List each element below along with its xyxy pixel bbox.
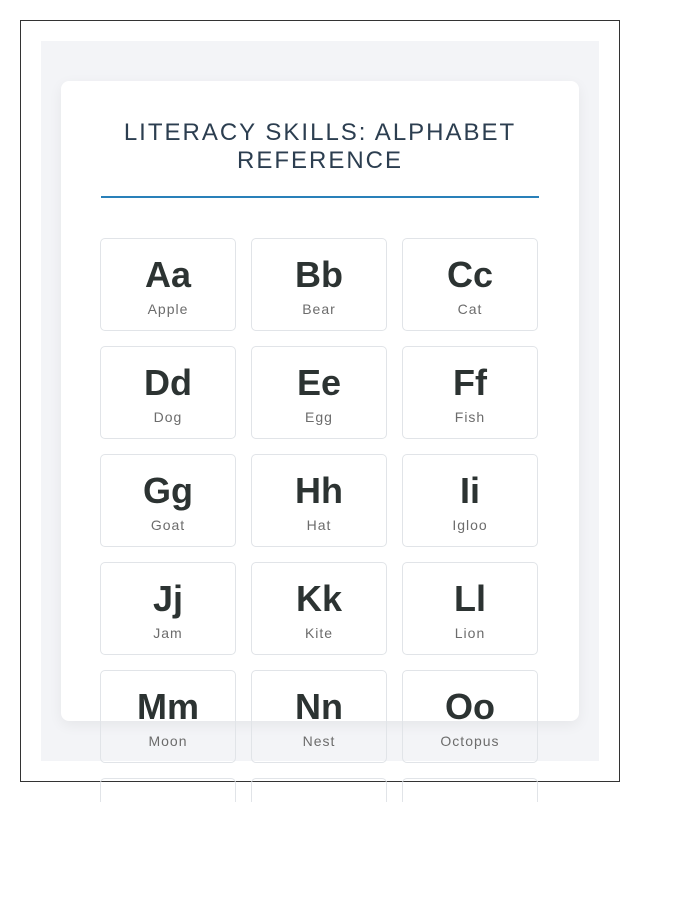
letter-tile-o [402, 670, 538, 763]
letter-glyph: Hh [295, 470, 343, 511]
letter-glyph: Dd [144, 362, 192, 403]
letter-word: Egg [305, 409, 333, 425]
letter-tile-f [402, 346, 538, 439]
letter-word: Hat [306, 517, 332, 533]
letter-tile-j [100, 562, 236, 655]
letter-glyph: Oo [445, 686, 495, 727]
letter-word: Moon [148, 733, 188, 749]
letter-glyph: Gg [143, 470, 193, 511]
letter-tile-r [402, 778, 538, 802]
letter-tile-p [100, 778, 236, 802]
letter-glyph: Jj [152, 578, 184, 619]
letter-tile-l [402, 562, 538, 655]
letter-word: Fish [454, 409, 486, 425]
letter-word: Goat [150, 517, 186, 533]
letter-tile-d [100, 346, 236, 439]
letter-glyph: Cc [446, 254, 494, 295]
letter-word: Jam [153, 625, 183, 641]
alphabet-grid [100, 238, 540, 802]
letter-tile-m [100, 670, 236, 763]
letter-tile-b [251, 238, 387, 331]
letter-word: Octopus [440, 733, 500, 749]
letter-word: Igloo [452, 517, 488, 533]
letter-glyph: Ll [454, 578, 486, 619]
letter-glyph: Mm [137, 686, 199, 727]
letter-tile-e [251, 346, 387, 439]
letter-glyph: Ee [296, 362, 342, 403]
letter-glyph: Ii [459, 470, 480, 511]
letter-word: Bear [302, 301, 336, 317]
letter-word: Cat [457, 301, 483, 317]
letter-tile-q [251, 778, 387, 802]
letter-glyph: Aa [144, 254, 192, 295]
letter-tile-n [251, 670, 387, 763]
letter-tile-k [251, 562, 387, 655]
letter-tile-h [251, 454, 387, 547]
letter-word: Lion [454, 625, 486, 641]
letter-glyph: Nn [295, 686, 343, 727]
letter-glyph: Bb [295, 254, 343, 295]
title-divider [101, 196, 539, 198]
letter-tile-c [402, 238, 538, 331]
letter-word: Apple [147, 301, 189, 317]
letter-tile-g [100, 454, 236, 547]
letter-tile-a [100, 238, 236, 331]
page-title: LITERACY SKILLS: ALPHABET REFERENCE [123, 119, 517, 174]
letter-glyph: Kk [295, 578, 343, 619]
letter-glyph: Ff [453, 362, 487, 403]
letter-word: Nest [302, 733, 336, 749]
letter-word: Kite [304, 625, 334, 641]
letter-tile-i [402, 454, 538, 547]
letter-word: Dog [153, 409, 183, 425]
